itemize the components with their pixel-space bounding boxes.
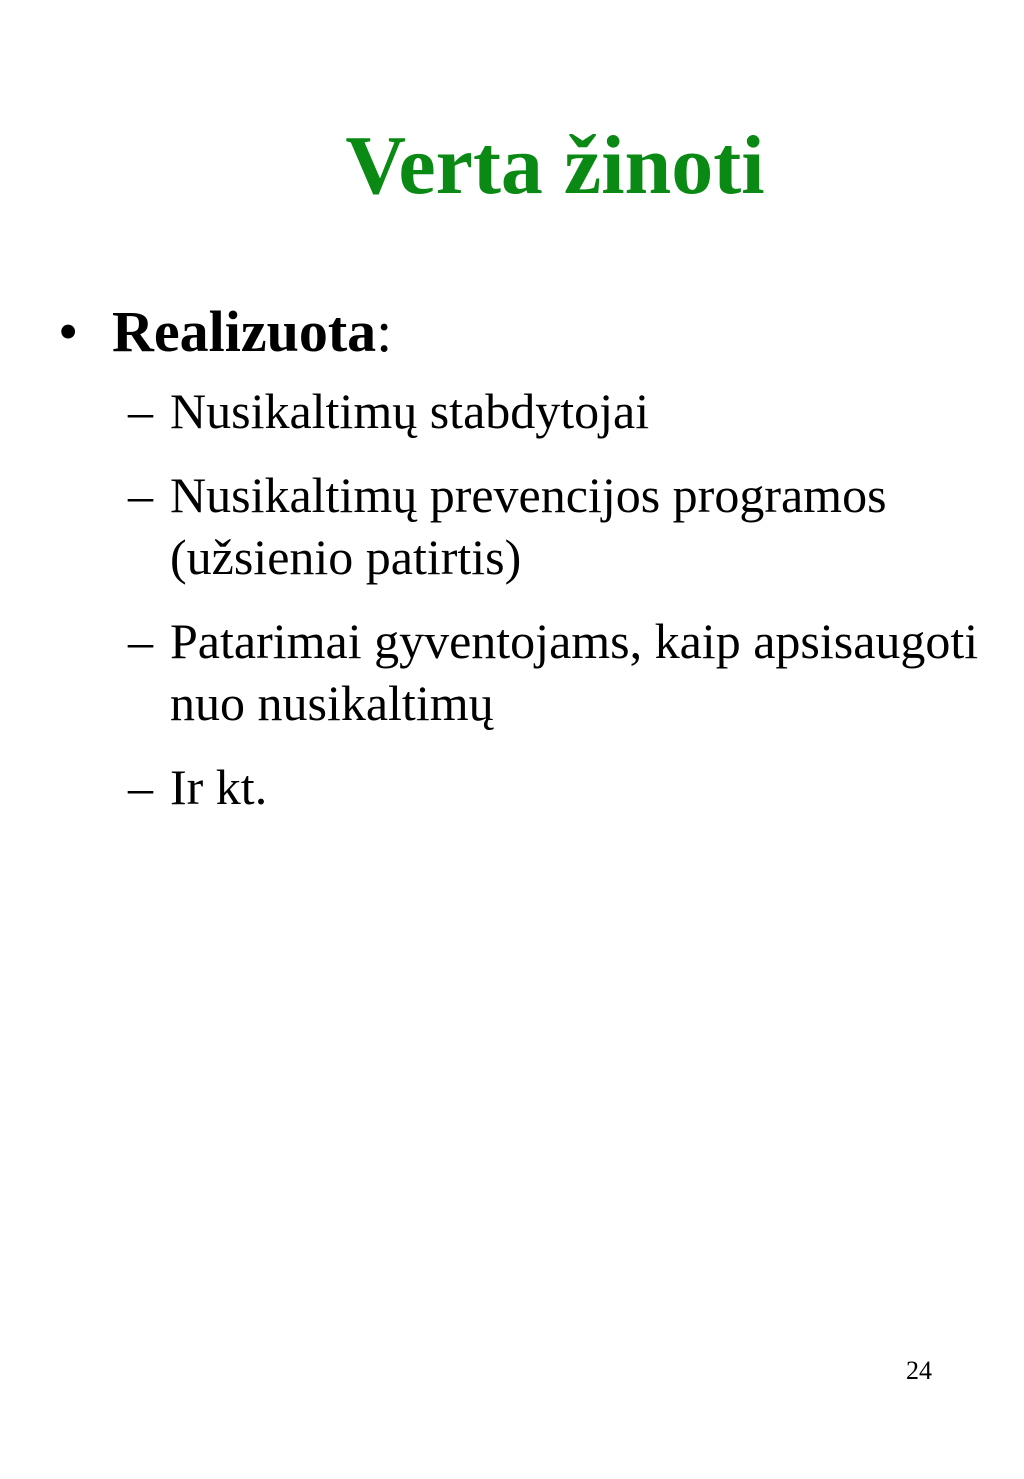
main-bullet-suffix: : — [376, 299, 393, 364]
sub-item-text: Patarimai gyventojams, kaip apsisaugoti nuo nusikaltimų — [170, 613, 979, 731]
list-item — [128, 610, 1008, 734]
list-item — [128, 464, 1008, 588]
list-item — [128, 756, 1008, 818]
list-item — [128, 380, 1008, 442]
sub-item-text: Nusikaltimų stabdytojai — [170, 383, 650, 439]
dash-icon: – — [128, 759, 153, 815]
dash-icon: – — [128, 467, 153, 523]
sub-bullet-list — [128, 380, 1008, 840]
main-bullet — [58, 298, 392, 366]
sub-item-text: Nusikaltimų prevencijos programos (užsienio patirtis) — [170, 467, 887, 585]
bullet-dot-icon: • — [58, 299, 79, 364]
sub-item-text: Ir kt. — [170, 759, 268, 815]
dash-icon: – — [128, 383, 153, 439]
main-bullet-label: Realizuota — [112, 299, 377, 364]
dash-icon: – — [128, 613, 153, 669]
page-number: 24 — [906, 1356, 932, 1385]
slide-title: Verta žinoti — [345, 119, 765, 212]
